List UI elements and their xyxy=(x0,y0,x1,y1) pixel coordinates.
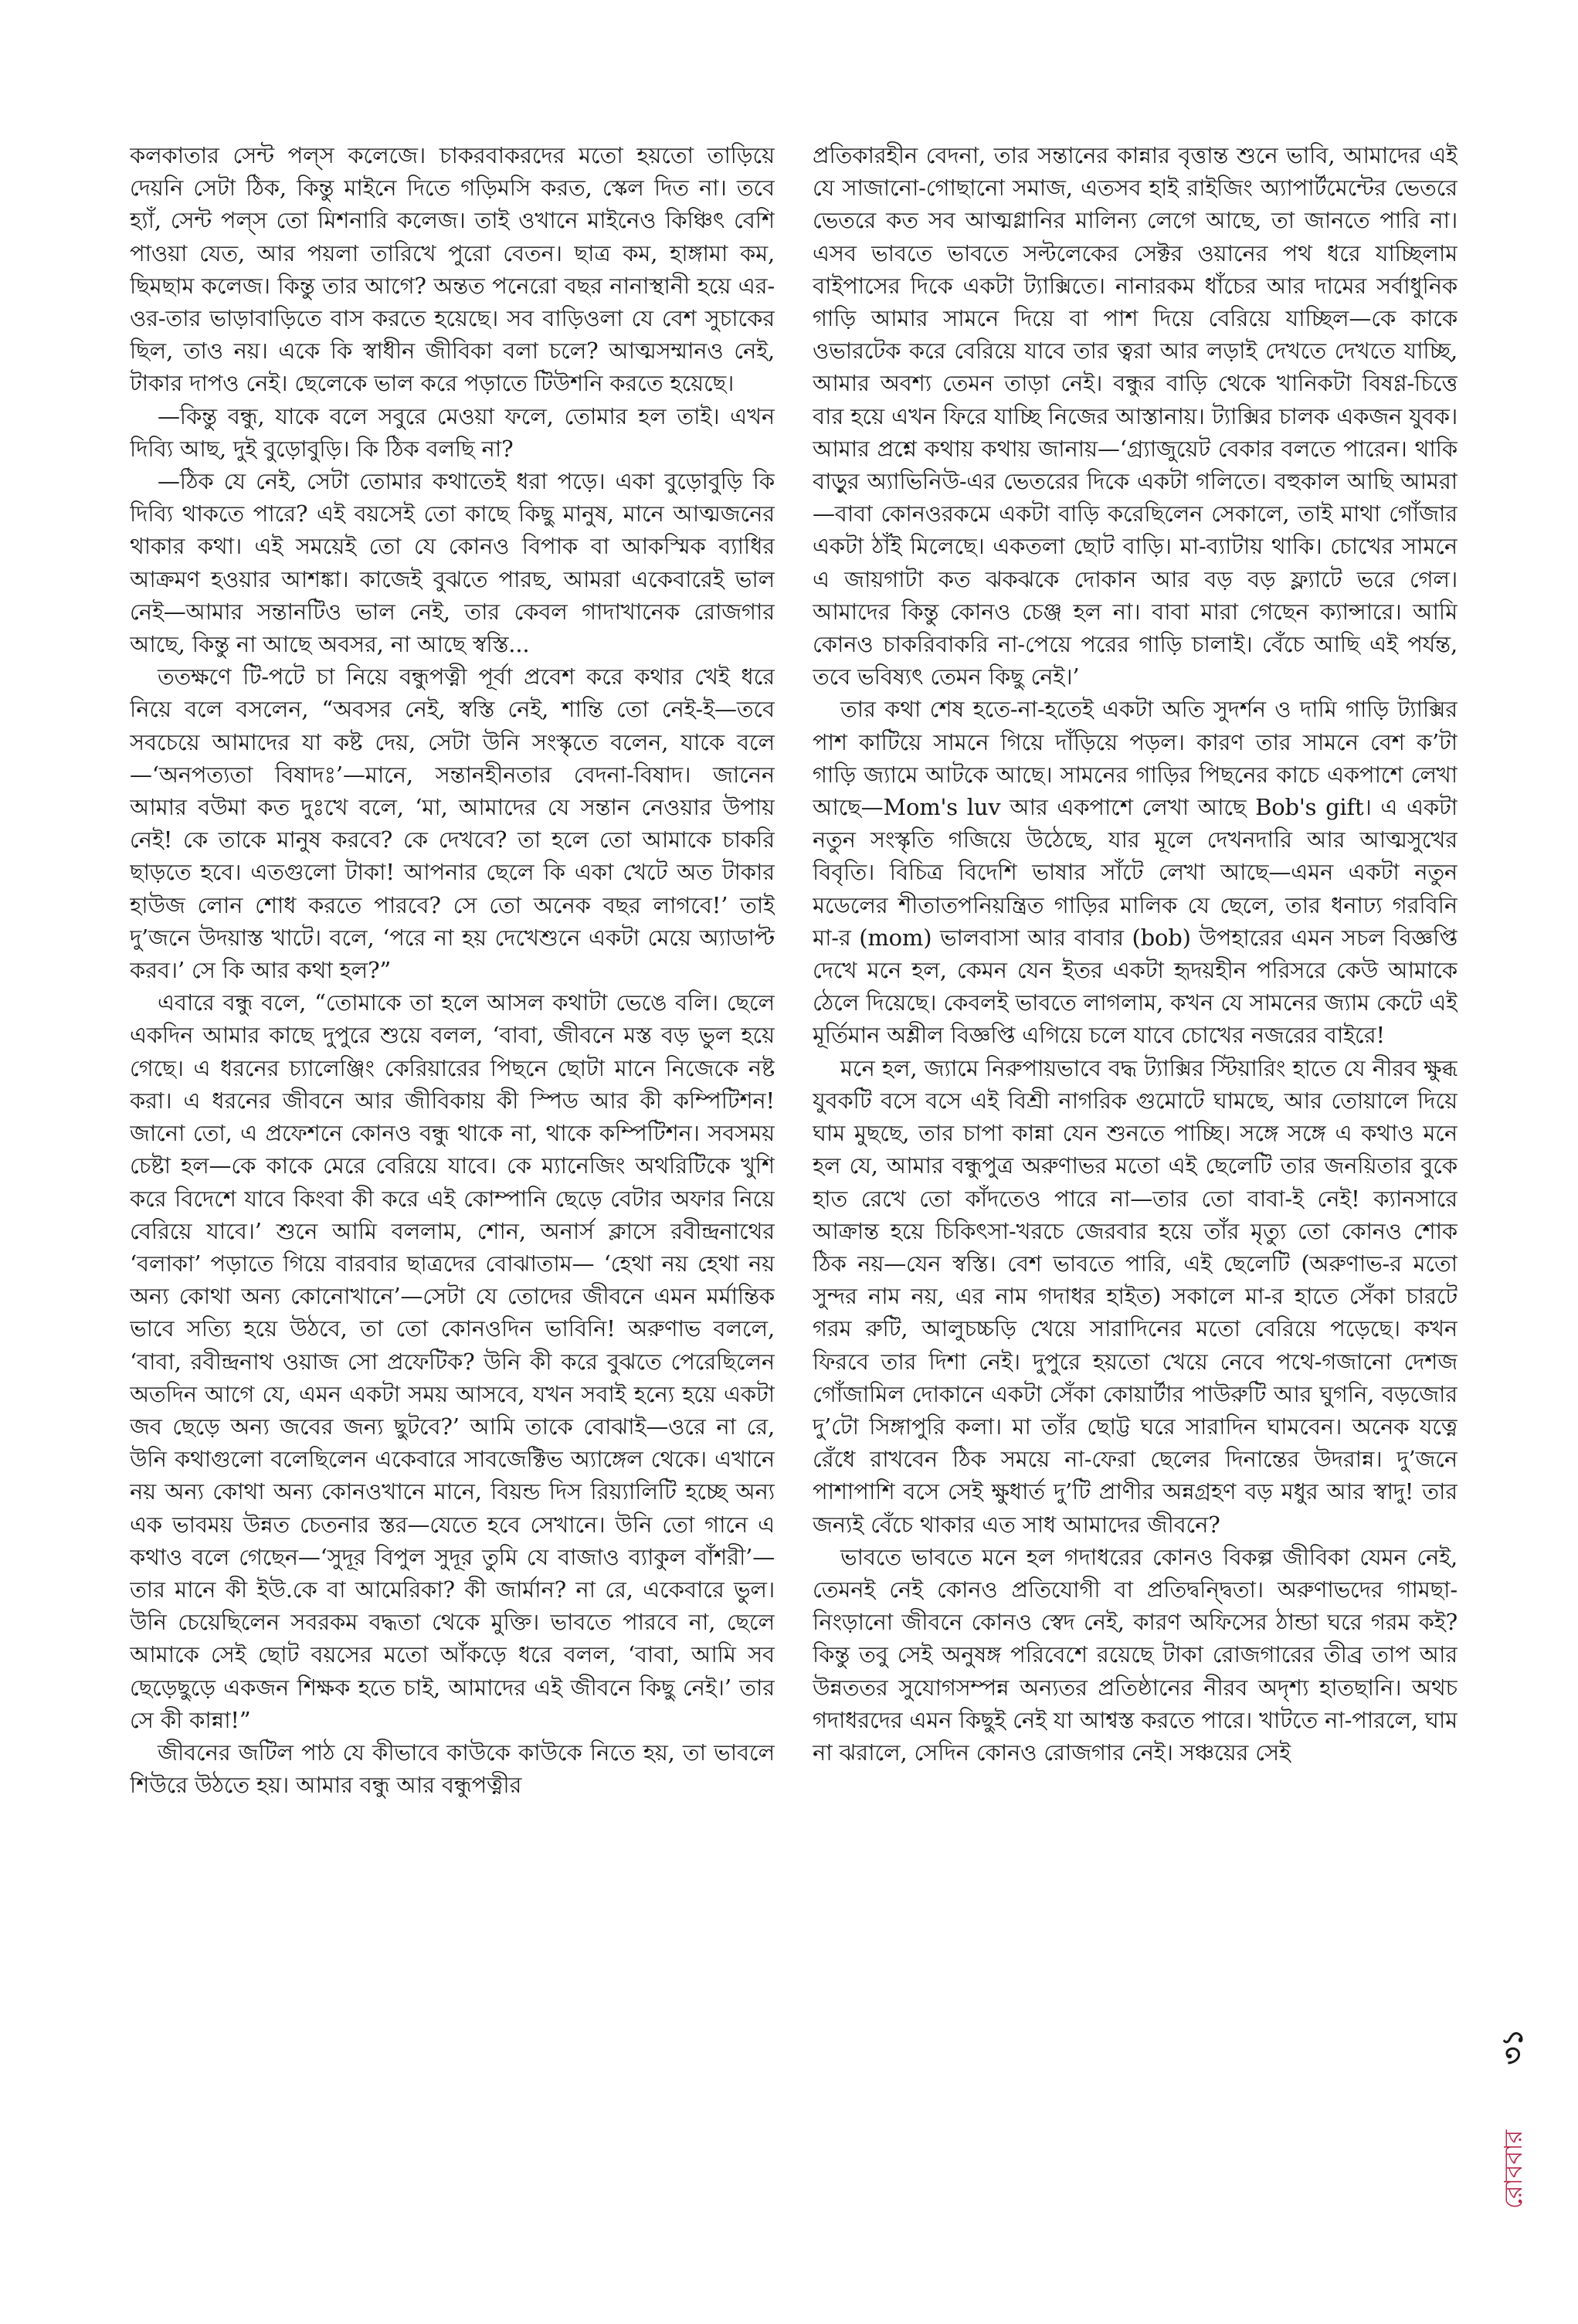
page-footer-sidebar xyxy=(1491,2024,1537,2217)
paragraph: —কিন্তু বন্ধু, যাকে বলে সবুরে মেওয়া ফলে, তোমার হল তাই। এখন দিব্যি আছ, দুই বুড়োবুড়ি। কি ঠিক বলছি না? xyxy=(130,402,775,462)
right-text-column xyxy=(813,139,1458,2209)
paragraph: মনে হল, জ্যামে নিরুপায়ভাবে বদ্ধ ট্যাক্সির স্টিয়ারিং হাতে যে নীরব ক্ষুব্ধ যুবকটি বসে বসে এই বিশ্রী নাগরিক গুমোটে ঘামছে, আর তোয়ালে দিয়ে ঘাম মুছছে, তার চাপা কান্না যেন শুনতে পাচ্ছি। সঙ্গে সঙ্গে এ কথাও মনে হল যে, আমার বন্ধুপুত্র অরুণাভর মতো এই ছেলেটি তার জনয়িতার বুকে হাত রেখে তো কাঁদতেও পারে না—তার তো বাবা-ই নেই! ক্যানসারে আক্রান্ত হয়ে চিকিৎসা-খরচে জেরবার হয়ে তাঁর মৃত্যু তো কোনও শোক ঠিক নয়—যেন স্বস্তি। বেশ ভাবতে পারি, এই ছেলেটি (অরুণাভ-র মতো সুন্দর নাম নয়, এর নাম গদাধর হাইত) সকালে মা-র হাতে সেঁকা চারটে গরম রুটি, আলুচচ্চড়ি খেয়ে সারাদিনের মতো বেরিয়ে পড়েছে। কখন ফিরবে তার দিশা নেই। দুপুরে হয়তো খেয়ে নেবে পথে-গজানো দেশজ গোঁজামিল দোকানে একটা সেঁকা কোয়ার্টার পাউরুটি আর ঘুগনি, বড়জোর দু’টো সিঙ্গাপুরি কলা। মা তাঁর ছোট্ট ঘরে সারাদিন ঘামবেন। অনেক যত্নে রেঁধে রাখবেন ঠিক সময়ে না-ফেরা ছেলের দিনান্তের উদরান্ন। দু’জনে পাশাপাশি বসে সেই ক্ষুধার্ত দু’টি প্রাণীর অন্নগ্রহণ বড় মধুর আর স্বাদু! তার জন্যই বেঁচে থাকার এত সাধ আমাদের জীবনে? xyxy=(813,1054,1458,1538)
paragraph: ভাবতে ভাবতে মনে হল গদাধরের কোনও বিকল্প জীবিকা যেমন নেই, তেমনই নেই কোনও প্রতিযোগী বা প্রতিদ্বন্দ্বিতা। অরুণাভদের গামছা-নিংড়ানো জীবনে কোনও স্বেদ নেই, কারণ অফিসের ঠান্ডা ঘরে গরম কই? কিন্তু তবু সেই অনুষঙ্গ পরিবেশে রয়েছে টাকা রোজগারের তীব্র তাপ আর উন্নততর সুযোগসম্পন্ন অন্যতর প্রতিষ্ঠানের নীরব অদৃশ্য হাতছানি। অথচ গদাধরদের এমন কিছুই নেই যা আশ্বস্ত করতে পারে। খাটতে না-পারলে, ঘাম না ঝরালে, সেদিন কোনও রোজগার নেই। সঞ্চয়ের সেই xyxy=(813,1543,1458,1766)
paragraph: তার কথা শেষ হতে-না-হতেই একটা অতি সুদর্শন ও দামি গাড়ি ট্যাক্সির পাশ কাটিয়ে সামনে গিয়ে দাঁড়িয়ে পড়ল। কারণ তার সামনে বেশ ক’টা গাড়ি জ্যামে আটকে আছে। সামনের গাড়ির পিছনের কাচে একপাশে লেখা আছে—Mom's luv আর একপাশে লেখা আছে Bob's gift। এ একটা নতুন সংস্কৃতি গজিয়ে উঠেছে, যার মূলে দেখনদারি আর আত্মসুখের বিবৃতি। বিচিত্র বিদেশি ভাষার সাঁটে লেখা আছে—এমন একটা নতুন মডেলের শীতাতপনিয়ন্ত্রিত গাড়ির মালিক যে ছেলে, তার ধনাঢ্য গরবিনি মা-র (mom) ভালবাসা আর বাবার (bob) উপহারের এমন সচল বিজ্ঞপ্তি দেখে মনে হল, কেমন যেন ইতর একটা হৃদয়হীন পরিসরে কেউ আমাকে ঠেলে দিয়েছে। কেবলই ভাবতে লাগলাম, কখন যে সামনের জ্যাম কেটে এই মূর্তিমান অশ্লীল বিজ্ঞপ্তি এগিয়ে চলে যাবে চোখের নজরের বাইরে! xyxy=(813,696,1458,1049)
magazine-brand: রোববার xyxy=(1498,2129,1528,2209)
paragraph: প্রতিকারহীন বেদনা, তার সন্তানের কান্নার বৃত্তান্ত শুনে ভাবি, আমাদের এই যে সাজানো-গোছানো সমাজ, এতসব হাই রাইজিং অ্যাপার্টমেন্টের ভেতরে ভেতরে কত সব আত্মগ্লানির মালিন্য লেগে আছে, তা জানতে পারি না। এসব ভাবতে ভাবতে সল্টলেকের সেক্টর ওয়ানের পথ ধরে যাচ্ছিলাম বাইপাসের দিকে একটা ট্যাক্সিতে। নানারকম ধাঁচের আর দামের সর্বাধুনিক গাড়ি আমার সামনে দিয়ে বা পাশ দিয়ে বেরিয়ে যাচ্ছিল—কে কাকে ওভারটেক করে বেরিয়ে যাবে তার ত্বরা আর লড়াই দেখতে দেখতে যাচ্ছি, আমার অবশ্য তেমন তাড়া নেই। বন্ধুর বাড়ি থেকে খানিকটা বিষণ্ণ-চিত্তে বার হয়ে এখন ফিরে যাচ্ছি নিজের আস্তানায়। ট্যাক্সির চালক একজন যুবক। আমার প্রশ্নে কথায় কথায় জানায়—‘গ্র্যাজুয়েট বেকার বলতে পারেন। থাকি বাড়ুর অ্যাভিনিউ-এর ভেতরের দিকে একটা গলিতে। বহুকাল আছি আমরা—বাবা কোনওরকমে একটা বাড়ি করেছিলেন সেকালে, তাই মাথা গোঁজার একটা ঠাঁই মিলেছে। একতলা ছোট বাড়ি। মা-ব্যাটায় থাকি। চোখের সামনে এ জায়গাটা কত ঝকঝকে দোকান আর বড় বড় ফ্ল্যাটে ভরে গেল। আমাদের কিন্তু কোনও চেঞ্জ হল না। বাবা মারা গেছেন ক্যান্সারে। আমি কোনও চাকরিবাকরি না-পেয়ে পরের গাড়ি চালাই। বেঁচে আছি এই পর্যন্ত, তবে ভবিষ্যৎ তেমন কিছু নেই।’ xyxy=(813,142,1458,690)
paragraph: জীবনের জটিল পাঠ যে কীভাবে কাউকে কাউকে নিতে হয়, তা ভাবলে শিউরে উঠতে হয়। আমার বন্ধু আর বন্ধুপত্নীর xyxy=(130,1739,775,1799)
paragraph: কলকাতার সেন্ট পল্‌স কলেজে। চাকরবাকরদের মতো হয়তো তাড়িয়ে দেয়নি সেটা ঠিক, কিন্তু মাইনে দিতে গড়িমসি করত, স্কেল দিত না। তবে হ্যাঁ, সেন্ট পল্‌স তো মিশনারি কলেজ। তাই ওখানে মাইনেও কিঞ্চিৎ বেশি পাওয়া যেত, আর পয়লা তারিখে পুরো বেতন। ছাত্র কম, হাঙ্গামা কম, ছিমছাম কলেজ। কিন্তু তার আগে? অন্তত পনেরো বছর নানাস্থানী হয়ে এর-ওর-তার ভাড়াবাড়িতে বাস করতে হয়েছে। সব বাড়িওলা যে বেশ সুচাকের ছিল, তাও নয়। একে কি স্বাধীন জীবিকা বলা চলে? আত্মসম্মানও নেই, টাকার দাপও নেই। ছেলেকে ভাল করে পড়াতে টিউশনি করতে হয়েছে। xyxy=(130,142,775,397)
paragraph: ততক্ষণে টি-পটে চা নিয়ে বন্ধুপত্নী পূর্বা প্রবেশ করে কথার খেই ধরে নিয়ে বলে বসলেন, “অবসর নেই, স্বস্তি নেই, শান্তি তো নেই-ই—তবে সবচেয়ে আমাদের যা কষ্ট দেয়, সেটা উনি সংস্কৃতে বলেন, যাকে বলে—‘অনপত্যতা বিষাদঃ’—মানে, সন্তানহীনতার বেদনা-বিষাদ। জানেন আমার বউমা কত দুঃখে বলে, ‘মা, আমাদের যে সন্তান নেওয়ার উপায় নেই! কে তাকে মানুষ করবে? কে দেখবে? তা হলে তো আমাকে চাকরি ছাড়তে হবে। এতগুলো টাকা! আপনার ছেলে কি একা খেটে অত টাকার হাউজ লোন শোধ করতে পারবে? সে তো অনেক বছর লাগবে!’ তাই দু’জনে উদয়াস্ত খাটে। বলে, ‘পরে না হয় দেখেশুনে একটা মেয়ে অ্যাডাপ্ট করব।’ সে কি আর কথা হল?” xyxy=(130,663,775,984)
left-text-column xyxy=(130,139,775,2209)
paragraph: —ঠিক যে নেই, সেটা তোমার কথাতেই ধরা পড়ে। একা বুড়োবুড়ি কি দিব্যি থাকতে পারে? এই বয়সেই তো কাছে কিছু মানুষ, মানে আত্মজনের থাকার কথা। এই সময়েই তো যে কোনও বিপাক বা আকস্মিক ব্যাধির আক্রমণ হওয়ার আশঙ্কা। কাজেই বুঝতে পারছ, আমরা একেবারেই ভাল নেই—আমার সন্তানটিও ভাল নেই, তার কেবল গাদাখানেক রোজগার আছে, কিন্তু না আছে অবসর, না আছে স্বস্তি... xyxy=(130,468,775,658)
paragraph: এবারে বন্ধু বলে, “তোমাকে তা হলে আসল কথাটা ভেঙে বলি। ছেলে একদিন আমার কাছে দুপুরে শুয়ে বলল, ‘বাবা, জীবনে মস্ত বড় ভুল হয়ে গেছে। এ ধরনের চ্যালেঞ্জিং কেরিয়ারের পিছনে ছোটা মানে নিজেকে নষ্ট করা। এ ধরনের জীবনে আর জীবিকায় কী স্পিড আর কী কম্পিটিশন! জানো তো, এ প্রফেশনে কোনও বন্ধু থাকে না, থাকে কম্পিটিশন। সবসময় চেষ্টা হল—কে কাকে মেরে বেরিয়ে যাবে। কে ম্যানেজিং অথরিটিকে খুশি করে বিদেশে যাবে কিংবা কী করে এই কোম্পানি ছেড়ে বেটার অফার নিয়ে বেরিয়ে যাবে।’ শুনে আমি বললাম, শোন, অনার্স ক্লাসে রবীন্দ্রনাথের ‘বলাকা’ পড়াতে গিয়ে বারবার ছাত্রদের বোঝাতাম— ‘হেথা নয় হেথা নয় অন্য কোথা অন্য কোনোখানে’—সেটা যে তোদের জীবনে এমন মর্মান্তিক ভাবে সত্যি হয়ে উঠবে, তা তো কোনওদিন ভাবিনি! অরুণাভ বললে, ‘বাবা, রবীন্দ্রনাথ ওয়াজ সো প্রফেটিক? উনি কী করে বুঝতে পেরেছিলেন অতদিন আগে যে, এমন একটা সময় আসবে, যখন সবাই হন্যে হয়ে একটা জব ছেড়ে অন্য জবের জন্য ছুটবে?’ আমি তাকে বোঝাই—ওরে না রে, উনি কথাগুলো বলেছিলেন একেবারে সাবজেক্টিভ অ্যাঙ্গেল থেকে। এখানে নয় অন্য কোথা অন্য কোনওখানে মানে, বিয়ন্ড দিস রিয়্যালিটি হচ্ছে অন্য এক ভাবময় উন্নত চেতনার স্তর—যেতে হবে সেখানে। উনি তো গানে এ কথাও বলে গেছেন—‘সুদূর বিপুল সুদূর তুমি যে বাজাও ব্যাকুল বাঁশরী’—তার মানে কী ইউ.কে বা আমেরিকা? কী জার্মান? না রে, একেবারে ভুল। উনি চেয়েছিলেন সবরকম বদ্ধতা থেকে মুক্তি। ভাবতে পারবে না, ছেলে আমাকে সেই ছোট বয়সের মতো আঁকড়ে ধরে বলল, ‘বাবা, আমি সব ছেড়েছুড়ে একজন শিক্ষক হতে চাই, আমাদের এই জীবনে কিছু নেই।’ তার সে কী কান্না!” xyxy=(130,989,775,1733)
page-number: ৩১ xyxy=(1497,2028,1529,2065)
